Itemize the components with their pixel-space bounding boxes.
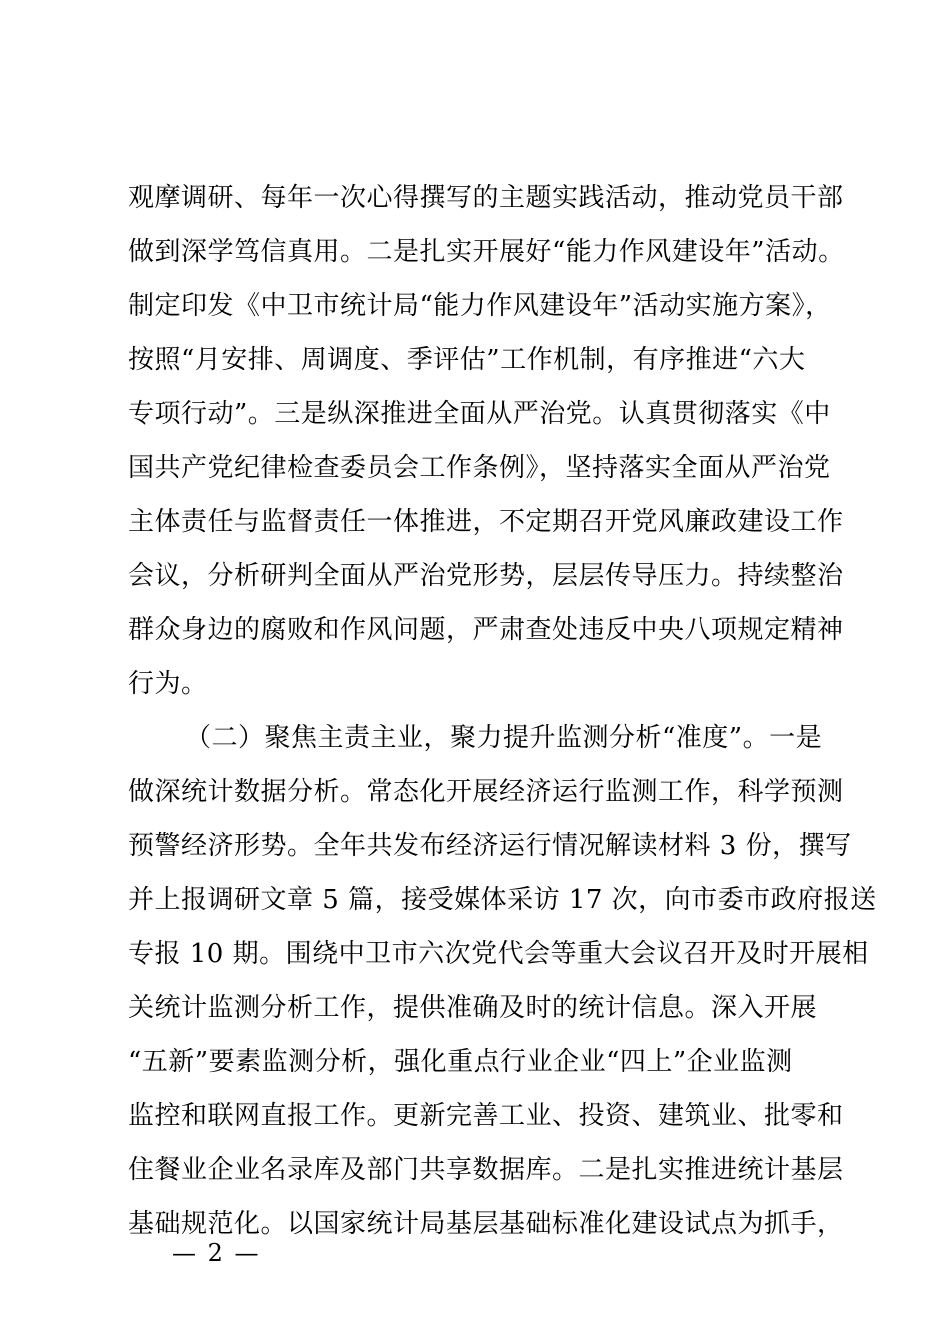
body-text-line: 群众身边的腐败和作风问题，严肃查处违反中央八项规定精神 bbox=[128, 615, 844, 645]
body-text-line: 专项行动”。三是纵深推进全面从严治党。认真贯彻落实《中 bbox=[128, 399, 831, 429]
body-text-line: 制定印发《中卫市统计局“能力作风建设年”活动实施方案》， bbox=[128, 291, 832, 321]
body-text-line: 做深统计数据分析。常态化开展经济运行监测工作，科学预测 bbox=[128, 777, 844, 807]
body-text-line: 观摩调研、每年一次心得撰写的主题实践活动，推动党员干部 bbox=[128, 183, 844, 213]
body-text-line: 国共产党纪律检查委员会工作条例》，坚持落实全面从严治党 bbox=[128, 453, 831, 483]
body-text-line: 行为。 bbox=[128, 669, 208, 699]
page-number: — 2 — bbox=[172, 1239, 261, 1267]
body-text-line: 按照“月安排、周调度、季评估”工作机制，有序推进“六大 bbox=[128, 345, 806, 375]
body-text-line: 主体责任与监督责任一体推进，不定期召开党风廉政建设工作 bbox=[128, 507, 844, 537]
body-text-line: 预警经济形势。全年共发布经济运行情况解读材料 3 份，撰写 bbox=[128, 831, 852, 861]
body-text-line: 关统计监测分析工作，提供准确及时的统计信息。深入开展 bbox=[128, 993, 818, 1023]
body-text-line: 并上报调研文章 5 篇，接受媒体采访 17 次，向市委市政府报送 bbox=[128, 885, 877, 915]
body-text-line: 专报 10 期。围绕中卫市六次党代会等重大会议召开及时开展相 bbox=[128, 939, 869, 969]
section-heading-line: （二）聚焦主责主业，聚力提升监测分析“准度”。一是 bbox=[185, 723, 823, 753]
body-text-line: 会议，分析研判全面从严治党形势，层层传导压力。持续整治 bbox=[128, 561, 844, 591]
body-text-line: 监控和联网直报工作。更新完善工业、投资、建筑业、批零和 bbox=[128, 1101, 844, 1131]
body-text-line: “五新”要素监测分析，强化重点行业企业“四上”企业监测 bbox=[128, 1047, 793, 1077]
body-text-line: 做到深学笃信真用。二是扎实开展好“能力作风建设年”活动。 bbox=[128, 237, 845, 267]
body-text-line: 住餐业企业名录库及部门共享数据库。二是扎实推进统计基层 bbox=[128, 1155, 844, 1185]
body-text-line: 基础规范化。以国家统计局基层基础标准化建设试点为抓手， bbox=[128, 1209, 844, 1239]
